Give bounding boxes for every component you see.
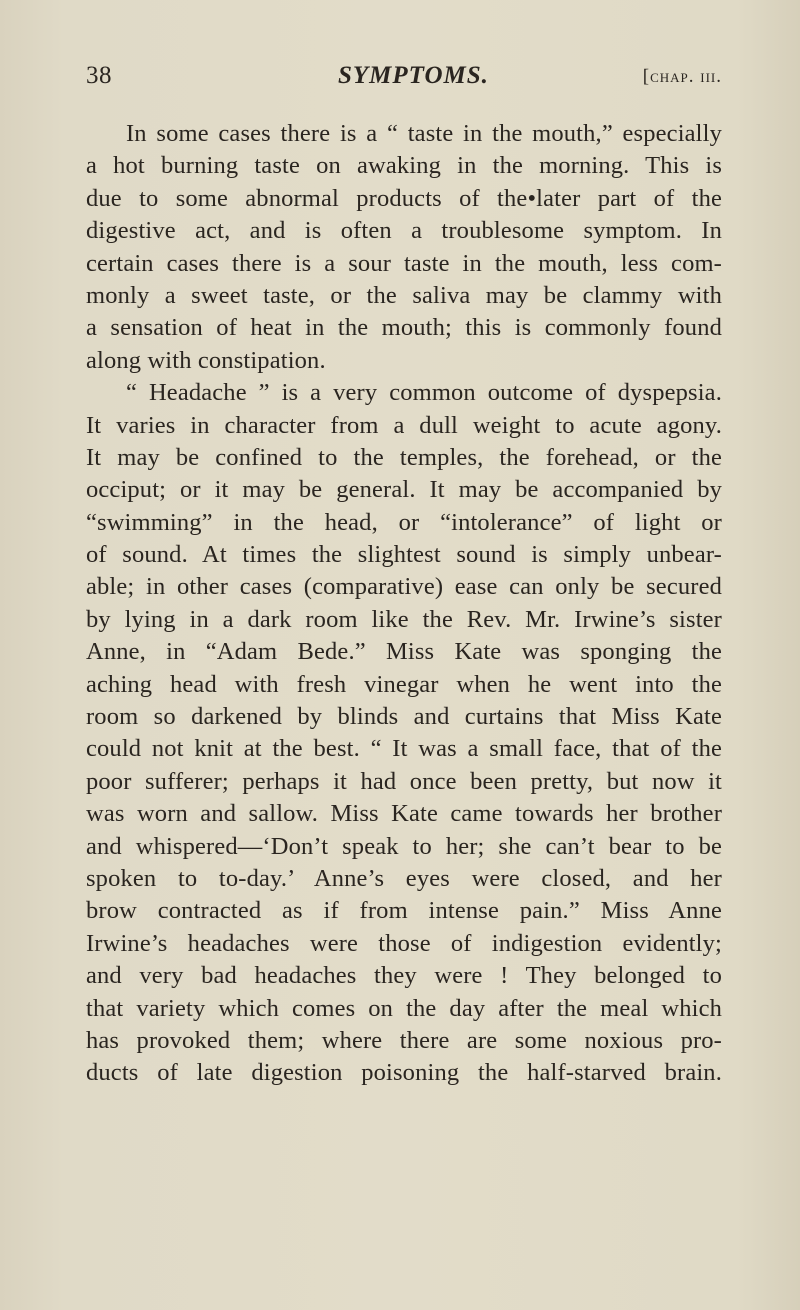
text-line: digestive act, and is often a troublesome symptom. In (86, 217, 722, 245)
text-line: by lying in a dark room like the Rev. Mr. Irwine’s sister (86, 605, 722, 633)
text-line: monly a sweet taste, or the saliva may be clammy with (86, 281, 722, 309)
text-line: room so darkened by blinds and curtains that Miss Kate (86, 703, 722, 731)
text-line: able; in other cases (comparative) ease can only be secured (86, 573, 722, 601)
text-line: along with constipation. (86, 346, 326, 374)
text-line: could not knit at the best. “ It was a small face, that of the (86, 735, 722, 763)
text-line: “swimming” in the head, or “intolerance” of light or (86, 508, 722, 536)
text-line: of sound. At times the slightest sound is simply unbear- (86, 541, 722, 569)
text-line: due to some abnormal products of the•later part of the (86, 184, 722, 212)
text-line: brow contracted as if from intense pain.” Miss Anne (86, 897, 722, 925)
text-line: and whispered—‘Don’t speak to her; she can’t bear to be (86, 832, 722, 860)
text-line: Irwine’s headaches were those of indigestion evidently; (86, 929, 722, 957)
text-line: ducts of late digestion poisoning the half-starved brain. (86, 1059, 722, 1087)
body-text (86, 118, 722, 1090)
text-line: poor sufferer; perhaps it had once been pretty, but now it (86, 767, 722, 795)
text-line: a hot burning taste on awaking in the morning. This is (86, 152, 722, 180)
text-line: It varies in character from a dull weight to acute agony. (86, 411, 722, 439)
text-line: a sensation of heat in the mouth; this is commonly found (86, 314, 722, 342)
text-line: has provoked them; where there are some noxious pro- (86, 1026, 722, 1054)
page-number: 38 (86, 62, 112, 89)
text-line: certain cases there is a sour taste in the mouth, less com- (86, 249, 722, 277)
text-line: was worn and sallow. Miss Kate came towards her brother (86, 800, 722, 828)
page-header (86, 62, 722, 102)
text-line: “ Headache ” is a very common outcome of dyspepsia. (126, 379, 722, 407)
text-line: It may be confined to the temples, the forehead, or the (86, 443, 722, 471)
text-line: Anne, in “Adam Bede.” Miss Kate was sponging the (86, 638, 722, 666)
chapter-reference: [chap. iii. (642, 66, 722, 87)
text-line: In some cases there is a “ taste in the mouth,” especially (126, 120, 722, 147)
text-line: spoken to to-day.’ Anne’s eyes were closed, and her (86, 864, 722, 892)
running-title: SYMPTOMS. (338, 62, 489, 89)
text-line: that variety which comes on the day after the meal which (86, 994, 722, 1022)
text-line: occiput; or it may be general. It may be accompanied by (86, 476, 722, 504)
text-line: and very bad headaches they were ! They belonged to (86, 962, 722, 990)
text-line: aching head with fresh vinegar when he went into the (86, 670, 722, 698)
